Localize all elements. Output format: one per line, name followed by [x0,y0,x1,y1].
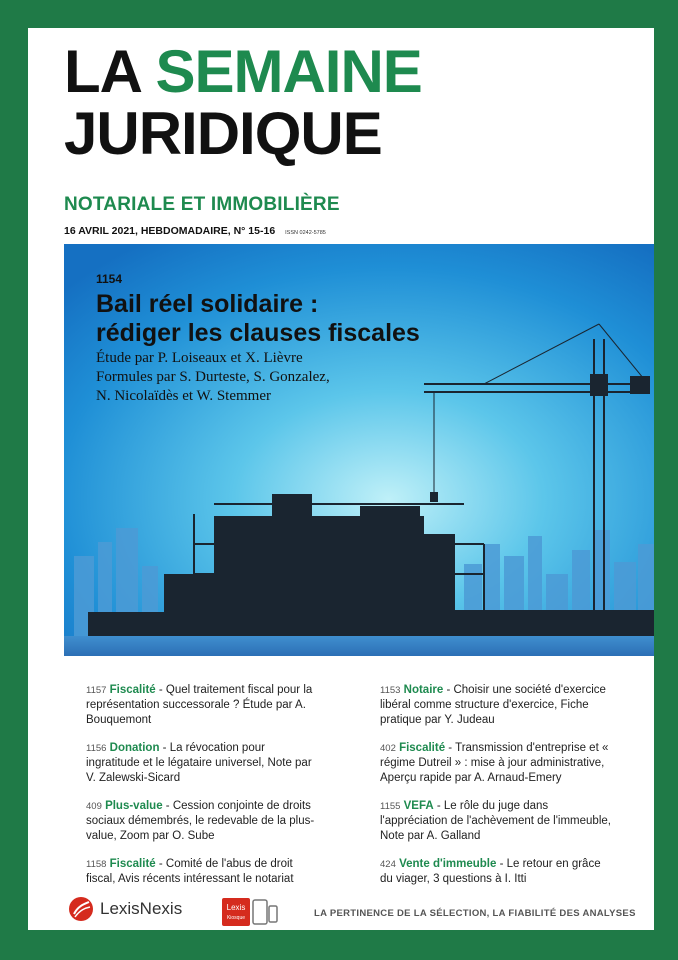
article-text: - Le retour en grâce du viager, 3 questions à I. Itti [380,858,601,885]
masthead-juridique: JURIDIQUE [64,100,382,167]
lexisnexis-logo [68,896,182,922]
article-number: 1156 [86,743,107,754]
cover-illustration [64,244,654,656]
article-number: 424 [380,859,396,870]
masthead-la: LA [64,38,140,105]
publisher-name: LexisNexis [100,899,183,918]
articles-right-column [380,683,614,900]
article-entry [380,683,614,728]
frame-bottom-band [0,930,678,960]
issue-date: 16 AVRIL 2021, HEBDOMADAIRE, N° 15-16 [64,225,276,237]
lexisnexis-emblem-icon [68,896,94,922]
article-entry [86,683,320,728]
masthead [64,38,422,167]
article-text: - Quel traitement fiscal pour la représentation successorale ? Étude par A. Bouquemont [86,684,313,726]
article-entry [380,799,614,844]
article-entry [380,857,614,887]
article-text: - Le rôle du juge dans l'appréciation de l'achèvement de l'immeuble, Note par A. Galland [380,800,611,842]
masthead-semaine: SEMAINE [155,38,422,105]
footer-tagline: LA PERTINENCE DE LA SÉLECTION, LA FIABILITÉ DES ANALYSES [314,908,636,919]
lead-article-authors-3: N. Nicolaïdès et W. Stemmer [96,388,271,404]
lexis-kiosque-device-icon [222,898,278,926]
cover-page [28,28,654,930]
article-text: - La révocation pour ingratitude et le légataire universel, Note par V. Zalewski-Sicard [86,742,312,784]
lead-article-title-1: Bail réel solidaire : [96,290,319,318]
issue-dateline [64,225,326,237]
publication-subtitle: NOTARIALE ET IMMOBILIÈRE [64,194,340,215]
lead-article [96,272,420,405]
article-number: 1153 [380,685,401,696]
article-number: 1155 [380,801,401,812]
article-text: - Transmission d'entreprise et « régime Dutreil » : mise à jour administrative, Aperçu rapide par A. Arnaud-Emery [380,742,609,784]
article-entry [86,799,320,844]
article-category: VEFA [403,800,434,812]
article-category: Plus-value [105,800,163,812]
article-category: Vente d'immeuble [399,858,497,870]
article-number: 1157 [86,685,107,696]
article-entry [380,741,614,786]
article-category: Fiscalité [399,742,446,754]
article-entry [86,857,320,887]
masthead-line1 [64,38,422,105]
article-number: 1158 [86,859,107,870]
article-text: - Comité de l'abus de droit fiscal, Avis récents intéressant le notariat [86,858,294,885]
article-category: Notaire [403,684,444,696]
kiosque-label-2: Kiosque [226,915,246,921]
lead-article-authors-2: Formules par S. Durteste, S. Gonzalez, [96,369,330,385]
lead-article-number: 1154 [96,272,123,286]
article-entry [86,741,320,786]
lead-article-authors-1: Étude par P. Loiseaux et X. Lièvre [96,350,303,366]
lead-article-title-2: rédiger les clauses fiscales [96,319,420,347]
article-category: Fiscalité [109,684,156,696]
article-category: Fiscalité [109,858,156,870]
article-text: - Cession conjointe de droits sociaux démembrés, le redevable de la plus-value, Zoom par O. Sube [86,800,315,842]
article-category: Donation [109,742,160,754]
issn: ISSN 0242-5785 [285,230,326,236]
article-number: 409 [86,801,102,812]
kiosque-label-1: Lexis [226,903,246,912]
article-number: 402 [380,743,396,754]
article-text: - Choisir une société d'exercice libéral comme structure d'exercice, Fiche pratique par Y. Judeau [380,684,606,726]
articles-left-column [86,683,320,900]
